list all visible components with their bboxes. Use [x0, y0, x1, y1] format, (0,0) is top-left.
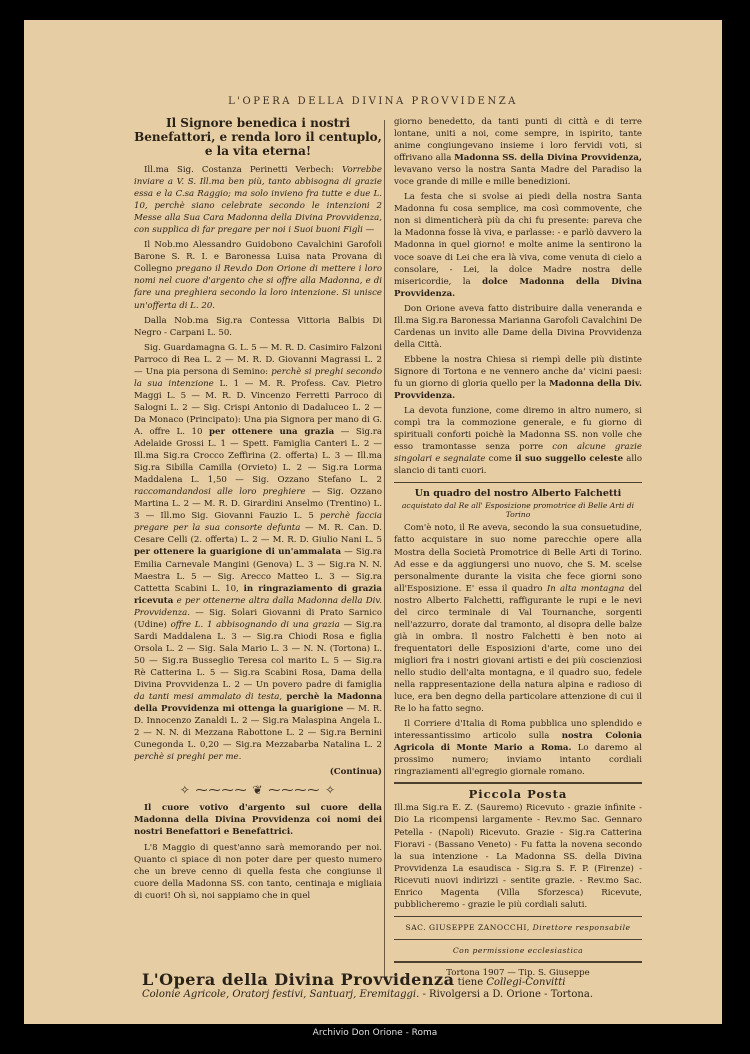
page-header: L'OPERA DELLA DIVINA PROVVIDENZA [228, 96, 518, 107]
right-column [394, 116, 642, 982]
piccola-posta-title: Piccola Posta [468, 787, 568, 802]
newspaper-page [24, 20, 722, 1024]
imprint-line: Tortona 1907 — Tip. S. Giuseppe [446, 967, 590, 978]
banner-title: L'Opera della Divina Provvidenza [142, 970, 455, 989]
benefactors-heading: Il Signore benedica i nostri Benefattori, e renda loro il centuplo, e la vita eterna! [134, 116, 382, 158]
column-divider [384, 120, 385, 980]
section-rule [394, 961, 642, 963]
falchetti-caption: acquistato dal Re all' Esposizione promotrice di Belle Arti di Torino [401, 501, 635, 520]
falchetti-title: Un quadro del nostro Alberto Falchetti [414, 488, 622, 500]
section-rule [394, 782, 642, 784]
paragraph: L'8 Maggio di quest'anno sarà memorando per noi. Quanto ci spiace di non poter dare per questo numero che un breve cenno di quella festa che congiunse il cuore della Madonna SS. con tanto, centinaja e migliaia di cuori! Oh sì, noi sappiamo che in quel [134, 842, 382, 901]
paragraph: Com'è noto, il Re aveva, secondo la sua consuetudine, fatto acquistare in suo nome parecchie opere alla Mostra della Società Promotrice di Belle Arti di Torino. Ad esse e da aggiungersi uno nuovo, che S. M. scelse personalmente durante la visita che fece giorni sono all'Esposizione. E' essa il quadro In alta montagna del nostro Alberto Falchetti, raffigurante le rupi e le nevi del circo terminale di Val Tournanche, sorgenti nell'azzurro, dorate dal tramonto, al disopra delle balze già in ombra. Il nostro Falchetti è ben noto ai frequentatori delle Esposizioni d'arte, come uno dei migliori fra i nostri giovani artisti e dei più coscienziosi nello studio dell'alta montagna, e il quadro suo, fedele nella rappresentazione della natura alpina e radioso di luce, era ben degno della particolare attenzione di cui il Re lo ha fatto segno. [394, 523, 643, 715]
continua-label: (Continua) [329, 767, 382, 778]
bottom-banner: L'Opera della Divina Provvidenza tiene Collegi-Convitti Colonie Agricole, Oratorj festivi, Santuarj, Eremitaggi. - Rivolgersi a D. Orione - Tortona. [142, 970, 594, 1000]
ornament-divider: ✧ ⁓⁓⁓⁓ ❦ ⁓⁓⁓⁓ ✧ [179, 783, 337, 798]
paragraph: Ebbene la nostra Chiesa si riempì delle più distinte Signore di Tortona e ne vennero anche da' vicini paesi: fu un giorno di gloria quello per la Madonna della Div. Provvidenza. [394, 354, 642, 402]
paragraph: Don Orione aveva fatto distribuire dalla veneranda e Ill.ma Sig.ra Baronessa Marianna Garofoli Cavalchini De Cardenas un invito alle Dame della Divina Provvidenza della Città. [394, 303, 642, 350]
paragraph: La festa che si svolse ai piedi della nostra Santa Madonna fu cosa semplice, ma così commovente, che non si dimenticherà più da chi fu presente: pareva che la Madonna fosse là viva, e parlasse: - e parlò davvero la Madonna in quel giorno! e molte anime la sentirono la voce soave di Lei che era là viva, come venuta di cielo a consolare, - Lei, la dolce Madre nostra delle misericordie, la dolce Madonna della Divina Provvidenza. [394, 192, 643, 299]
paragraph: Ill.ma Sig. Costanza Perinetti Verbech: Vorrebbe inviare a V. S. Ill.ma ben più, tanto abbisogna di grazie essa e la C.sa Raggio; ma solo invieno fra tutte e due L. 10, perchè siano celebrate secondo le intenzioni 2 Messe alla Sua Cara Madonna della Divina Provvidenza, con supplica di far pregare per noi i Suoi buoni Figli — [134, 165, 383, 236]
left-column [134, 116, 382, 905]
paragraph: Il Corriere d'Italia di Roma pubblica uno splendido e interessantissimo articolo sulla nostra Colonia Agricola di Monte Mario a Roma. Lo daremo al prossimo numero; inviamo intanto cordiali ringraziamenti all'egregio giornale romano. [394, 719, 642, 778]
section-rule [394, 939, 642, 940]
paragraph: La devota funzione, come diremo in altro numero, si compì tra la commozione generale, e fu giorno di spirituali conforti poichè la Madonna SS. non volle che esso tramontasse senza porre con alcune grazie singolari e segnalate come il suo suggello celeste allo slancio di tanti cuori. [394, 406, 643, 477]
section-rule [394, 916, 642, 917]
permission-line: Con permissione ecclesiastica [452, 945, 584, 955]
posta-paragraph: Ill.ma Sig.ra E. Z. (Sauremo) Ricevuto - grazie infinite - Dio La ricompensi largamente - Rev.mo Sac. Gennaro Petella - (Napoli) Ricevuto. Grazie - Sig.ra Catterina Fioravi - (Bassano Veneto) - Fu fatta la novena secondo la sua intenzione - La Madonna SS. della Divina Provvidenza La esaudisca - Sig.ra S. F. P. (Firenze) - Ricevuti nuovi indirizzi - sentite grazie. - Rev.mo Sac. Enrico Magenta (Villa Sforzesca) Ricevute, pubblicheremo - grazie le più cordiali saluti. [394, 803, 642, 910]
section-rule [394, 482, 642, 483]
silver-heart-paragraph: Il cuore votivo d'argento sul cuore della Madonna della Divina Provvidenza coi nomi dei nostri Benefattori e Benefattrici. [134, 803, 382, 838]
offerings-list: Sig. Guardamagna G. L. 5 — M. R. D. Casimiro Falzoni Parroco di Rea L. 2 — M. R. D. Giovanni Magrassi L. 2 — Una pia persona di Semino: perchè si preghi secondo la sua intenzione L. 1 — M. R. Profess. Cav. Pietro Maggi L. 5 — M. R. D. Vincenzo Ferretti Parroco di Salogni L. 2 — Sig. Crispi Antonio di Dadaluceo L. 2 — Da Monaco (Principato): Una pia Signora per mano di G. A. offre L. 10 per ottenere una grazia — Sig.ra Adelaide Grossi L. 1 — Spett. Famiglia Canteri L. 2 — Ill.ma Sig.ra Crocco Zeffirina (2. offerta) L. 3 — Ill.ma Sig.ra Sibilla Camilla (Orvieto) L. 2 — Sig.ra Lorma Maddalena L. 1,50 — Sig. Ozzano Stefano L. 2 raccomandandosi alle loro preghiere — Sig. Ozzano Martina L. 2 — M. R. D. Girardini Anselmo (Trentino) L. 3 — Ill.mo Sig. Giovanni Fauzio L. 5 perchè faccia pregare per la sua consorte defunta — M. R. Can. D. Cesare Celli (2. offerta) L. 2 — M. R. D. Giulio Nani L. 5 per ottenere la guarigione di un'ammalata — Sig.ra Emilia Carnevale Mangini (Genova) L. 3 — Sig.ra N. N. Maestra L. 5 — Sig. Arecco Matteo L. 3 — Sig.ra Cattetta Scabini L. 10, in ringraziamento di grazia ricevuta e per ottenerne altra dalla Madonna della Div. Provvidenza. — Sig. Solari Giovanni di Prato Sarnico (Udine) offre L. 1 abbisognando di una grazia — Sig.ra Sardi Maddalena L. 3 — Sig.ra Chiodi Rosa e figlia Orsola L. 2 — Sig. Sala Mario L. 3 — N. N. (Tortona) L. 50 — Sig.ra Busseglio Teresa col marito L. 5 — Sig.ra Rè Catterina L. 5 — Sig.ra Scabini Rosa, Dama della Divina Provvidenza L. 2 — Un povero padre di famiglia da tanti mesi ammalato di testa, perchè la Madonna della Provvidenza mi ottenga la guarigione — M. R. D. Innocenzo Zanaldi L. 2 — Sig.ra Malaspina Angela L. 2 — N. N. di Mezzana Rabottone L. 2 — Sig.ra Bernini Cunegonda L. 0,20 — Sig.ra Mezzabarba Natalina L. 2 perchè si preghi per me. [134, 342, 383, 763]
archive-label: Archivio Don Orione - Roma [312, 1028, 438, 1038]
editor-signature: SAC. GIUSEPPE ZANOCCHI, Direttore responsabile [405, 922, 631, 932]
paragraph: Dalla Nob.ma Sig.ra Contessa Vittoria Balbis Di Negro - Carpani L. 50. [134, 315, 382, 338]
paragraph: giorno benedetto, da tanti punti di città e di terre lontane, uniti a noi, come sempre, in ispirito, tante anime congiungevano insieme i loro fervidi voti, si offrivano alla Madonna SS. della Divina Provvidenza, levavano verso la nostra Santa Madre del Paradiso la voce grande di mille e mille benedizioni. [394, 117, 642, 188]
paragraph: Il Nob.mo Alessandro Guidobono Cavalchini Garofoli Barone S. R. I. e Baronessa Luisa nata Provana di Collegno pregano il Rev.do Don Orione di mettere i loro nomi nel cuore d'argento che si offre alla Madonna, e di fare una preghiera secondo la loro intenzione. Si unisce un'offerta di L. 20. [134, 240, 382, 311]
